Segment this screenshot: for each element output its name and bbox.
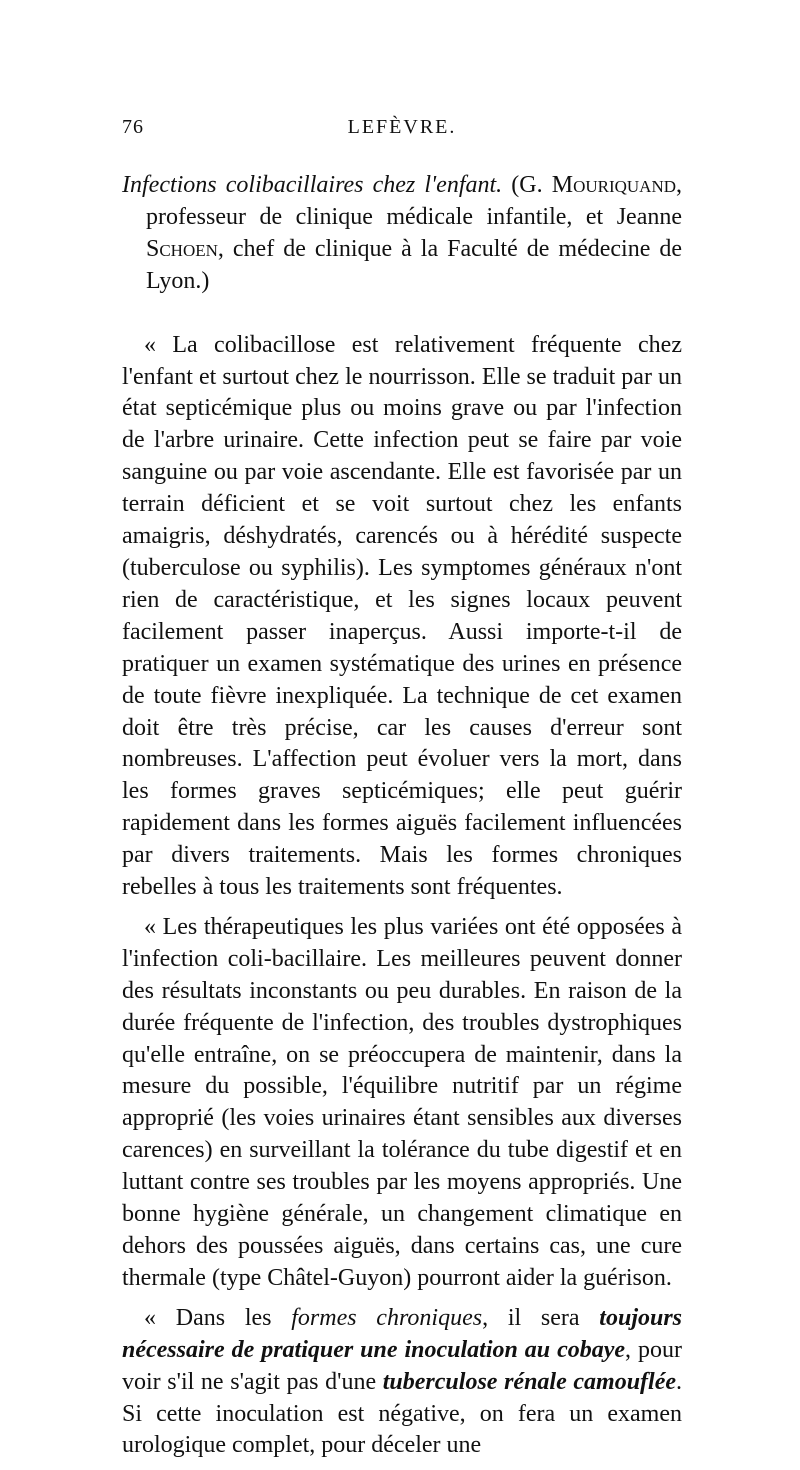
author-schoen: Schoen bbox=[146, 235, 218, 262]
paragraph-therapeutiques: « Les thérapeutiques les plus variées ont été opposées à l'infection coli-bacillaire. Les meilleures peuvent donner des résultats inconstants ou peu durables. En raison de la durée fréquente de l'infection, des troubles dystrophiques qu'elle entraîne, on se préoccupera de maintenir, dans la mesure du possible, l'équilibre nutritif par un régime approprié (les voies urinaires étant sensibles aux diverses carences) en surveillant la tolérance du tube digestif et en luttant contre ses troubles par les moyens appropriés. Une bonne hygiène générale, un changement climatique en dehors des poussées aiguës, dans certains cas, une cure thermale (type Châtel-Guyon) pourront aider la guérison. bbox=[122, 913, 682, 1291]
article-title: Infections colibacillaires chez l'enfant. bbox=[122, 172, 503, 198]
text-run: , pour voir s'il ne s'agit pas d'une bbox=[122, 1336, 682, 1395]
running-head: LEFÈVRE. bbox=[347, 116, 457, 138]
paragraph-formes-chroniques bbox=[122, 1303, 682, 1463]
bibliographic-reference bbox=[122, 170, 682, 298]
text-run: , il sera bbox=[482, 1304, 600, 1331]
emphasis-inoculation: toujours nécessaire de pratiquer une inoculation au cobaye bbox=[122, 1304, 683, 1363]
page-header bbox=[122, 116, 682, 146]
author-mouriquand: Mouriquand bbox=[551, 172, 677, 198]
page-body bbox=[122, 170, 682, 1470]
emphasis-formes-chroniques: formes chroniques bbox=[291, 1304, 483, 1331]
text-run: « Dans les bbox=[144, 1304, 292, 1331]
reference-affiliation-2: , chef de clinique à la Faculté de médecine de Lyon.) bbox=[146, 235, 682, 294]
text-run: . Si cette inoculation est négative, on fera un examen urologique complet, pour déceler une bbox=[122, 1368, 682, 1459]
reference-open: (G. bbox=[502, 172, 552, 198]
reference-affiliation-1: , professeur de clinique médicale infantile, et Jeanne bbox=[146, 172, 683, 230]
emphasis-tuberculose: tuberculose rénale camouflée bbox=[382, 1368, 676, 1395]
paragraph-colibacillose: « La colibacillose est relativement fréquente chez l'enfant et surtout chez le nourrisson. Elle se traduit par un état septicémique plus ou moins grave ou par l'infection de l'arbre urinaire. Cette infection peut se faire par voie sanguine ou par voie ascendante. Elle est favorisée par un terrain déficient et se voit surtout chez les enfants amaigris, déshydratés, carencés ou à hérédité suspecte (tuberculose ou syphilis). Les symptomes généraux n'ont rien de caractéristique, et les signes locaux peuvent facilement passer inaperçus. Aussi importe-t-il de pratiquer un examen systématique des urines en présence de toute fièvre inexpliquée. La technique de cet examen doit être très précise, car les causes d'erreur sont nombreuses. L'affection peut évoluer vers la mort, dans les formes graves septicémiques; elle peut guérir rapidement dans les formes aiguës facilement influencées par divers traitements. Mais les formes chroniques rebelles à tous les traitements sont fréquentes. bbox=[122, 331, 682, 901]
page-number: 76 bbox=[122, 116, 144, 138]
